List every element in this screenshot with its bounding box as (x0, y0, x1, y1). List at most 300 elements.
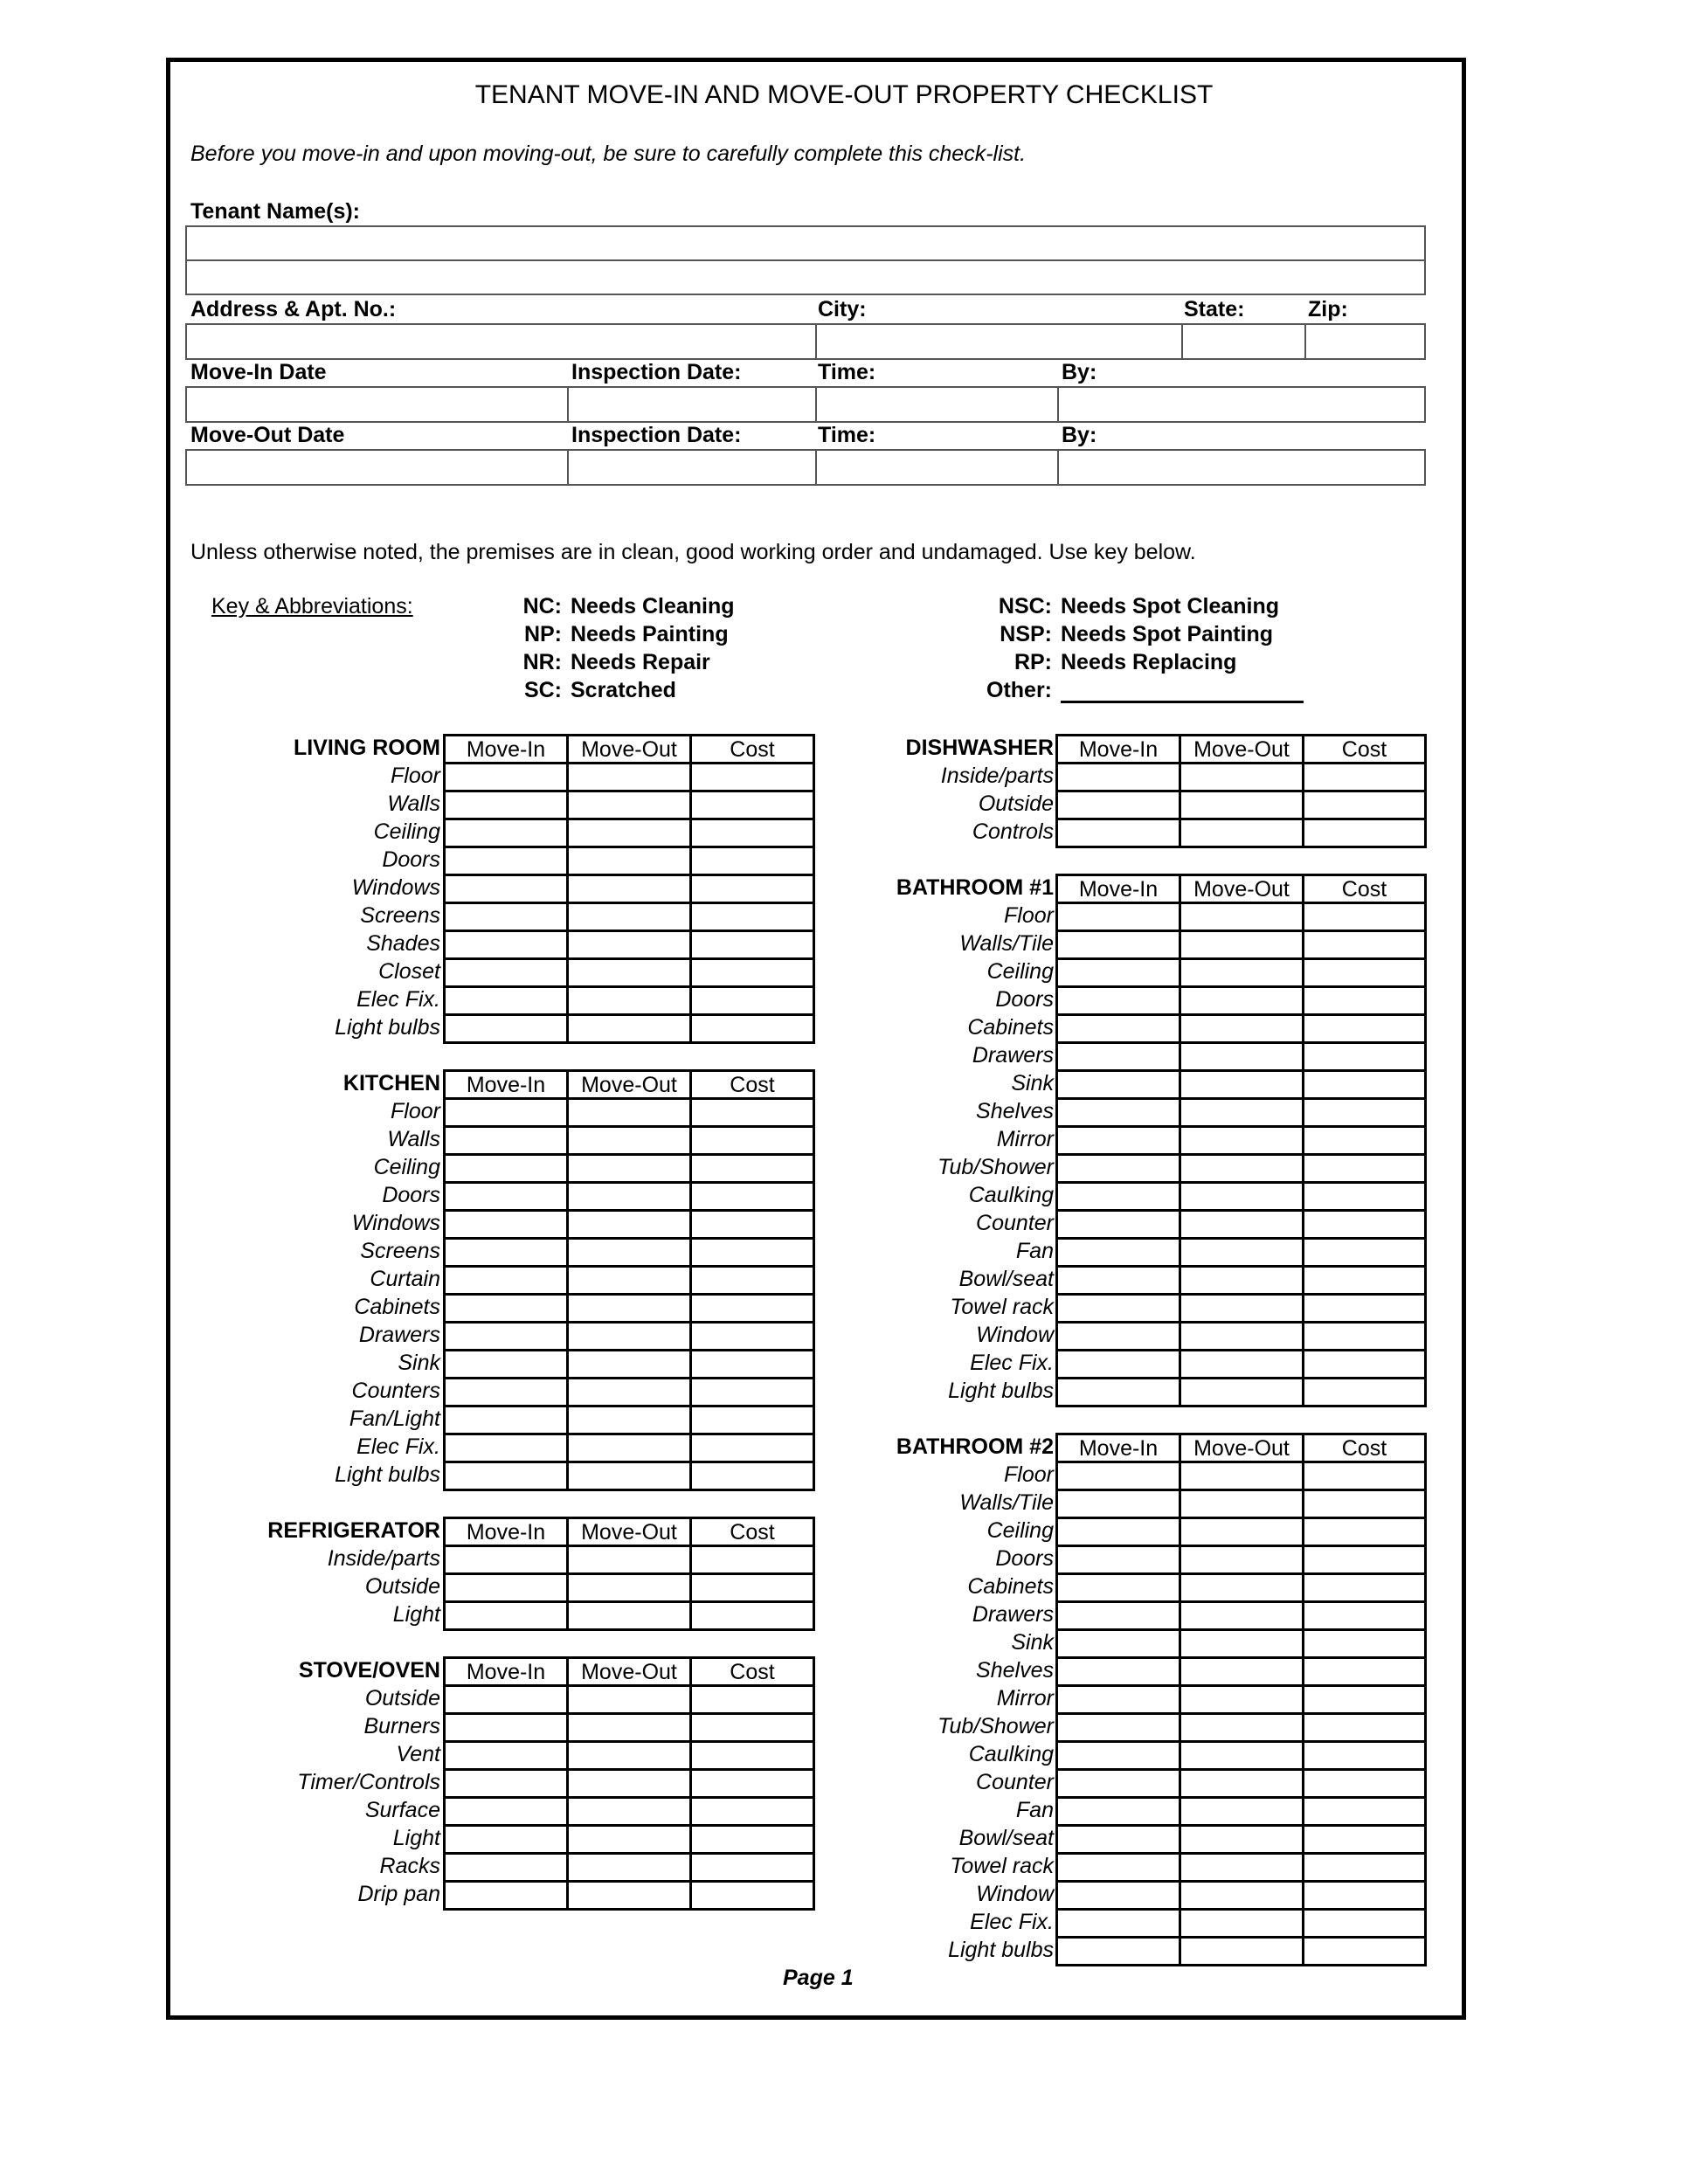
move-out-cell[interactable] (1180, 1155, 1304, 1183)
move-in-cell[interactable] (1057, 1267, 1180, 1295)
move-in-cell[interactable] (1057, 1770, 1180, 1798)
move-out-cell[interactable] (568, 1127, 691, 1155)
table-row (1057, 1155, 1426, 1183)
bathroom-1-table (1055, 874, 1427, 1407)
cost-cell[interactable] (1304, 1546, 1426, 1574)
move-in-cell[interactable] (445, 819, 568, 847)
table-row (1057, 1546, 1426, 1574)
move-out-cell[interactable] (568, 1770, 691, 1798)
item-label: Elec Fix. (356, 987, 440, 1012)
refrigerator-labels (91, 1517, 440, 1628)
cost-cell[interactable] (1304, 764, 1426, 791)
bathroom-2-labels (704, 1433, 1054, 1964)
table-row (1057, 1015, 1426, 1043)
item-label: Sink (1011, 1630, 1054, 1655)
cost-cell[interactable] (1304, 1798, 1426, 1826)
move-in-cell[interactable] (1057, 1910, 1180, 1938)
cost-cell[interactable] (1304, 1323, 1426, 1351)
cost-cell[interactable] (1304, 1770, 1426, 1798)
divider (815, 449, 817, 486)
move-in-cell[interactable] (1057, 1183, 1180, 1211)
table-row (1057, 791, 1426, 819)
key-meaning: Scratched (571, 678, 676, 702)
move-out-cell[interactable] (1180, 1295, 1304, 1323)
move-out-cell[interactable] (568, 1239, 691, 1267)
move-out-cell[interactable] (1180, 1686, 1304, 1714)
cost-cell[interactable] (1304, 1099, 1426, 1127)
move-out-cell[interactable] (1180, 1071, 1304, 1099)
item-label: Fan (1015, 1798, 1054, 1822)
key-code: SC: (523, 678, 562, 702)
move-in-cell[interactable] (445, 1323, 568, 1351)
move-out-cell[interactable] (1180, 903, 1304, 931)
move-in-cell[interactable] (445, 903, 568, 931)
move-out-cell[interactable] (568, 1015, 691, 1043)
move-in-cell[interactable] (445, 959, 568, 987)
key-meaning: Needs Painting (571, 622, 729, 646)
move-in-cell[interactable] (1057, 1938, 1180, 1966)
key-code: Other: (986, 678, 1052, 702)
move-out-cell[interactable] (568, 875, 691, 903)
move-in-cell[interactable] (1057, 1099, 1180, 1127)
move-in-cell[interactable] (445, 1099, 568, 1127)
item-label: Surface (364, 1798, 440, 1822)
move-in-cell[interactable] (1057, 1155, 1180, 1183)
move-in-cell[interactable] (445, 1434, 568, 1462)
move-in-cell[interactable] (1057, 1127, 1180, 1155)
item-label: Light (392, 1826, 440, 1850)
move-out-cell[interactable] (1180, 987, 1304, 1015)
move-out-cell[interactable] (568, 791, 691, 819)
move-out-cell[interactable] (568, 1574, 691, 1602)
move-out-cell[interactable] (1180, 1351, 1304, 1379)
move-in-cell[interactable] (445, 1602, 568, 1630)
move-in-cell[interactable] (445, 1546, 568, 1574)
zip-field[interactable] (1309, 327, 1422, 356)
table-row (1057, 1574, 1426, 1602)
item-label: Light bulbs (335, 1462, 440, 1487)
move-out-cell[interactable] (568, 764, 691, 791)
move-in-cell[interactable] (445, 1462, 568, 1490)
cost-cell[interactable] (1304, 819, 1426, 847)
other-blank-line[interactable] (1061, 681, 1304, 703)
item-label: Elec Fix. (970, 1910, 1054, 1934)
dishwasher-title: DISHWASHER (905, 736, 1054, 760)
cost-cell[interactable] (1304, 1239, 1426, 1267)
move-in-cell[interactable] (1057, 791, 1180, 819)
move-in-cell[interactable] (1057, 1043, 1180, 1071)
move-in-cell[interactable] (445, 1211, 568, 1239)
move-out-cell[interactable] (568, 1295, 691, 1323)
cost-cell[interactable] (1304, 1658, 1426, 1686)
move-out-cell[interactable] (568, 1434, 691, 1462)
move-out-cell[interactable] (1180, 1043, 1304, 1071)
move-in-cell[interactable] (1057, 1490, 1180, 1518)
move-out-cell[interactable] (1180, 1211, 1304, 1239)
move-out-by-field[interactable] (1062, 453, 1422, 482)
item-label: Window (976, 1882, 1054, 1906)
cost-cell[interactable] (1304, 1630, 1426, 1658)
item-label: Cabinets (967, 1574, 1054, 1599)
move-out-cell[interactable] (568, 1742, 691, 1770)
item-label: Elec Fix. (970, 1351, 1054, 1375)
cost-cell[interactable] (1304, 1938, 1426, 1966)
cost-cell[interactable] (1304, 791, 1426, 819)
move-out-cell[interactable] (1180, 1882, 1304, 1910)
address-field[interactable] (189, 327, 811, 356)
item-label: Sink (1011, 1071, 1054, 1095)
cost-cell[interactable] (1304, 931, 1426, 959)
move-in-cell[interactable] (1057, 1630, 1180, 1658)
item-label: Drip pan (357, 1882, 440, 1906)
item-label: Curtain (370, 1267, 440, 1291)
cost-cell[interactable] (1304, 1351, 1426, 1379)
move-in-cell[interactable] (1057, 1015, 1180, 1043)
column-header: Cost (1304, 875, 1426, 903)
key-code: NR: (522, 650, 562, 674)
move-out-cell[interactable] (1180, 791, 1304, 819)
cost-cell[interactable] (1304, 903, 1426, 931)
move-out-cell[interactable] (568, 1686, 691, 1714)
move-out-inspection-field[interactable] (571, 453, 811, 482)
move-out-cell[interactable] (1180, 1574, 1304, 1602)
move-in-cell[interactable] (1057, 1071, 1180, 1099)
cost-cell[interactable] (1304, 1379, 1426, 1406)
move-out-cell[interactable] (1180, 1099, 1304, 1127)
move-out-cell[interactable] (1180, 1798, 1304, 1826)
move-in-cell[interactable] (1057, 987, 1180, 1015)
kitchen-labels (91, 1069, 440, 1489)
city-field[interactable] (820, 327, 1178, 356)
table-row (1057, 903, 1426, 931)
item-label: Caulking (968, 1742, 1054, 1766)
move-in-cell[interactable] (445, 1127, 568, 1155)
move-out-cell[interactable] (1180, 931, 1304, 959)
item-label: Drawers (358, 1323, 440, 1347)
tenant-name-field-2[interactable] (189, 263, 1421, 293)
move-out-cell[interactable] (1180, 1015, 1304, 1043)
item-label: Light bulbs (948, 1379, 1054, 1403)
item-label: Racks (379, 1854, 440, 1878)
bathroom-1-labels (704, 874, 1054, 1405)
move-in-cell[interactable] (1057, 1798, 1180, 1826)
move-in-cell[interactable] (445, 1379, 568, 1406)
move-in-cell[interactable] (1057, 1742, 1180, 1770)
move-out-cell[interactable] (568, 1714, 691, 1742)
cost-cell[interactable] (1304, 1826, 1426, 1854)
move-out-cell[interactable] (1180, 1714, 1304, 1742)
item-label: Cabinets (967, 1015, 1054, 1040)
move-out-cell[interactable] (568, 1854, 691, 1882)
move-in-by-field[interactable] (1062, 390, 1422, 419)
move-out-by-label: By: (1062, 423, 1097, 447)
key-code: RP: (1013, 650, 1052, 674)
move-out-cell[interactable] (568, 819, 691, 847)
item-label: Floor (391, 764, 440, 788)
table-row (1057, 1379, 1426, 1406)
move-in-cell[interactable] (1057, 1546, 1180, 1574)
move-in-cell[interactable] (445, 1770, 568, 1798)
bathroom-2-title: BATHROOM #2 (896, 1434, 1054, 1459)
move-in-cell[interactable] (445, 1295, 568, 1323)
item-label: Drawers (972, 1043, 1054, 1068)
move-in-cell[interactable] (445, 1826, 568, 1854)
divider (1304, 323, 1306, 360)
move-in-date-label: Move-In Date (190, 360, 327, 384)
move-in-cell[interactable] (1057, 819, 1180, 847)
move-in-cell[interactable] (445, 1267, 568, 1295)
move-out-cell[interactable] (568, 1267, 691, 1295)
item-label: Controls (972, 819, 1054, 844)
move-out-cell[interactable] (1180, 1826, 1304, 1854)
move-out-cell[interactable] (568, 1211, 691, 1239)
move-in-inspection-field[interactable] (571, 390, 811, 419)
move-out-cell[interactable] (1180, 764, 1304, 791)
move-out-cell[interactable] (1180, 1490, 1304, 1518)
column-header: Cost (691, 1518, 814, 1546)
move-in-cell[interactable] (1057, 1854, 1180, 1882)
move-out-cell[interactable] (568, 931, 691, 959)
item-label: Doors (995, 1546, 1054, 1571)
item-label: Window (976, 1323, 1054, 1347)
cost-cell[interactable] (1304, 1490, 1426, 1518)
move-out-cell[interactable] (1180, 1267, 1304, 1295)
column-header: Move-In (445, 1658, 568, 1686)
item-label: Sink (398, 1351, 440, 1375)
move-out-cell[interactable] (1180, 1127, 1304, 1155)
key-code: NSP: (1000, 622, 1052, 646)
cost-cell[interactable] (1304, 1462, 1426, 1490)
move-out-cell[interactable] (1180, 819, 1304, 847)
move-out-cell[interactable] (1180, 1239, 1304, 1267)
move-in-cell[interactable] (1057, 903, 1180, 931)
divider (1181, 323, 1183, 360)
cost-cell[interactable] (1304, 1155, 1426, 1183)
move-in-cell[interactable] (1057, 764, 1180, 791)
item-label: Light (392, 1602, 440, 1627)
move-out-cell[interactable] (568, 1882, 691, 1910)
move-in-cell[interactable] (1057, 1602, 1180, 1630)
cost-cell[interactable] (1304, 1183, 1426, 1211)
move-in-cell[interactable] (445, 987, 568, 1015)
page-number: Page 1 (783, 1966, 854, 1990)
move-out-cell[interactable] (1180, 1518, 1304, 1546)
item-label: Towel rack (950, 1854, 1054, 1878)
move-in-cell[interactable] (445, 1406, 568, 1434)
move-out-cell[interactable] (1180, 1658, 1304, 1686)
move-in-cell[interactable] (445, 1882, 568, 1910)
divider (567, 386, 569, 423)
move-out-cell[interactable] (1180, 1602, 1304, 1630)
dishwasher-table (1055, 734, 1427, 848)
move-out-cell[interactable] (568, 1546, 691, 1574)
column-header: Move-In (445, 1071, 568, 1099)
move-in-cell[interactable] (1057, 931, 1180, 959)
cost-cell[interactable] (1304, 1602, 1426, 1630)
move-out-cell[interactable] (568, 1462, 691, 1490)
move-out-cell[interactable] (1180, 1630, 1304, 1658)
item-label: Fan/Light (349, 1406, 440, 1431)
cost-cell[interactable] (1304, 1686, 1426, 1714)
move-in-date-field[interactable] (189, 390, 563, 419)
table-row (1057, 1826, 1426, 1854)
move-in-cell[interactable] (445, 1239, 568, 1267)
column-header: Move-Out (1180, 875, 1304, 903)
item-label: Windows (351, 1211, 440, 1235)
move-in-cell[interactable] (445, 1686, 568, 1714)
cost-cell[interactable] (1304, 1015, 1426, 1043)
move-out-cell[interactable] (568, 1406, 691, 1434)
move-in-cell[interactable] (1057, 1239, 1180, 1267)
move-in-cell[interactable] (445, 931, 568, 959)
item-label: Drawers (972, 1602, 1054, 1627)
move-in-cell[interactable] (1057, 1351, 1180, 1379)
key-meaning: Needs Spot Cleaning (1061, 594, 1280, 619)
item-label: Walls/Tile (959, 1490, 1054, 1515)
table-row (1057, 1071, 1426, 1099)
cost-cell[interactable] (1304, 1742, 1426, 1770)
move-in-cell[interactable] (445, 1183, 568, 1211)
move-in-cell[interactable] (445, 1351, 568, 1379)
cost-cell[interactable] (1304, 1127, 1426, 1155)
cost-cell[interactable] (1304, 1910, 1426, 1938)
move-in-cell[interactable] (445, 1574, 568, 1602)
move-out-cell[interactable] (1180, 1854, 1304, 1882)
state-field[interactable] (1186, 327, 1301, 356)
stove-oven-title: STOVE/OVEN (298, 1658, 440, 1683)
move-out-date-field[interactable] (189, 453, 563, 482)
cost-cell[interactable] (691, 1406, 814, 1434)
move-out-cell[interactable] (568, 1155, 691, 1183)
table-row (1057, 1462, 1426, 1490)
move-out-cell[interactable] (568, 1602, 691, 1630)
divider (1057, 449, 1059, 486)
move-out-cell[interactable] (1180, 1183, 1304, 1211)
move-in-cell[interactable] (1057, 1882, 1180, 1910)
move-in-cell[interactable] (1057, 1295, 1180, 1323)
move-out-cell[interactable] (568, 1099, 691, 1127)
move-in-cell[interactable] (1057, 1323, 1180, 1351)
move-out-cell[interactable] (1180, 1546, 1304, 1574)
move-in-cell[interactable] (445, 1155, 568, 1183)
move-in-cell[interactable] (1057, 1714, 1180, 1742)
cost-cell[interactable] (1304, 1071, 1426, 1099)
column-header: Move-Out (568, 736, 691, 764)
move-out-cell[interactable] (568, 1183, 691, 1211)
move-in-cell[interactable] (1057, 1518, 1180, 1546)
table-row (1057, 1490, 1426, 1518)
stove-oven-labels (91, 1656, 440, 1908)
table-row (1057, 1211, 1426, 1239)
move-in-cell[interactable] (445, 1742, 568, 1770)
cost-cell[interactable] (1304, 1854, 1426, 1882)
cost-cell[interactable] (1304, 987, 1426, 1015)
cost-cell[interactable] (691, 847, 814, 875)
move-in-cell[interactable] (1057, 959, 1180, 987)
cost-cell[interactable] (1304, 1574, 1426, 1602)
move-out-cell[interactable] (1180, 1379, 1304, 1406)
item-label: Timer/Controls (297, 1770, 440, 1794)
item-label: Walls/Tile (959, 931, 1054, 956)
move-in-cell[interactable] (1057, 1826, 1180, 1854)
move-out-cell[interactable] (568, 1798, 691, 1826)
move-in-cell[interactable] (1057, 1574, 1180, 1602)
item-label: Outside (364, 1574, 440, 1599)
move-in-cell[interactable] (1057, 1379, 1180, 1406)
item-label: Towel rack (950, 1295, 1054, 1319)
move-out-cell[interactable] (1180, 959, 1304, 987)
cost-cell[interactable] (1304, 1714, 1426, 1742)
divider (567, 449, 569, 486)
move-out-cell[interactable] (1180, 1742, 1304, 1770)
cost-cell[interactable] (1304, 959, 1426, 987)
move-out-cell[interactable] (568, 987, 691, 1015)
move-out-cell[interactable] (568, 959, 691, 987)
item-label: Windows (351, 875, 440, 900)
move-out-cell[interactable] (1180, 1938, 1304, 1966)
move-in-cell[interactable] (445, 847, 568, 875)
move-in-time-field[interactable] (820, 390, 1054, 419)
cost-cell[interactable] (1304, 1043, 1426, 1071)
move-in-cell[interactable] (445, 1714, 568, 1742)
move-in-cell[interactable] (1057, 1658, 1180, 1686)
column-header: Cost (691, 736, 814, 764)
move-in-cell[interactable] (1057, 1211, 1180, 1239)
item-label: Closet (378, 959, 440, 984)
item-label: Counters (351, 1379, 440, 1403)
move-out-cell[interactable] (568, 1323, 691, 1351)
cost-cell[interactable] (1304, 1211, 1426, 1239)
move-in-cell[interactable] (445, 791, 568, 819)
table-row (1057, 1239, 1426, 1267)
item-label: Ceiling (986, 1518, 1054, 1543)
move-out-cell[interactable] (1180, 1910, 1304, 1938)
item-label: Floor (1004, 1462, 1054, 1487)
move-in-cell[interactable] (445, 764, 568, 791)
tenant-name-field-1[interactable] (189, 229, 1421, 259)
move-out-cell[interactable] (1180, 1770, 1304, 1798)
table-row (1057, 1295, 1426, 1323)
move-in-cell[interactable] (1057, 1686, 1180, 1714)
move-in-cell[interactable] (1057, 1462, 1180, 1490)
move-out-time-field[interactable] (820, 453, 1054, 482)
condition-note: Unless otherwise noted, the premises are in clean, good working order and undamaged. Use key below. (190, 540, 1196, 564)
move-out-cell[interactable] (568, 1351, 691, 1379)
move-out-cell[interactable] (568, 1826, 691, 1854)
move-in-cell[interactable] (445, 1015, 568, 1043)
move-out-cell[interactable] (568, 903, 691, 931)
cost-cell[interactable] (1304, 1295, 1426, 1323)
item-label: Cabinets (354, 1295, 440, 1319)
move-in-by-label: By: (1062, 360, 1097, 384)
refrigerator-title: REFRIGERATOR (267, 1518, 440, 1543)
move-out-cell[interactable] (1180, 1462, 1304, 1490)
cost-cell[interactable] (1304, 1267, 1426, 1295)
move-in-cell[interactable] (445, 875, 568, 903)
living-room-title: LIVING ROOM (293, 736, 440, 760)
key-meaning: Needs Cleaning (571, 594, 735, 619)
cost-cell[interactable] (1304, 1882, 1426, 1910)
cost-cell[interactable] (1304, 1518, 1426, 1546)
move-in-cell[interactable] (445, 1798, 568, 1826)
move-out-cell[interactable] (568, 1379, 691, 1406)
move-out-cell[interactable] (568, 847, 691, 875)
divider (815, 323, 817, 360)
table-row (1057, 1854, 1426, 1882)
move-out-cell[interactable] (1180, 1323, 1304, 1351)
table-row (1057, 1518, 1426, 1546)
move-in-cell[interactable] (445, 1854, 568, 1882)
